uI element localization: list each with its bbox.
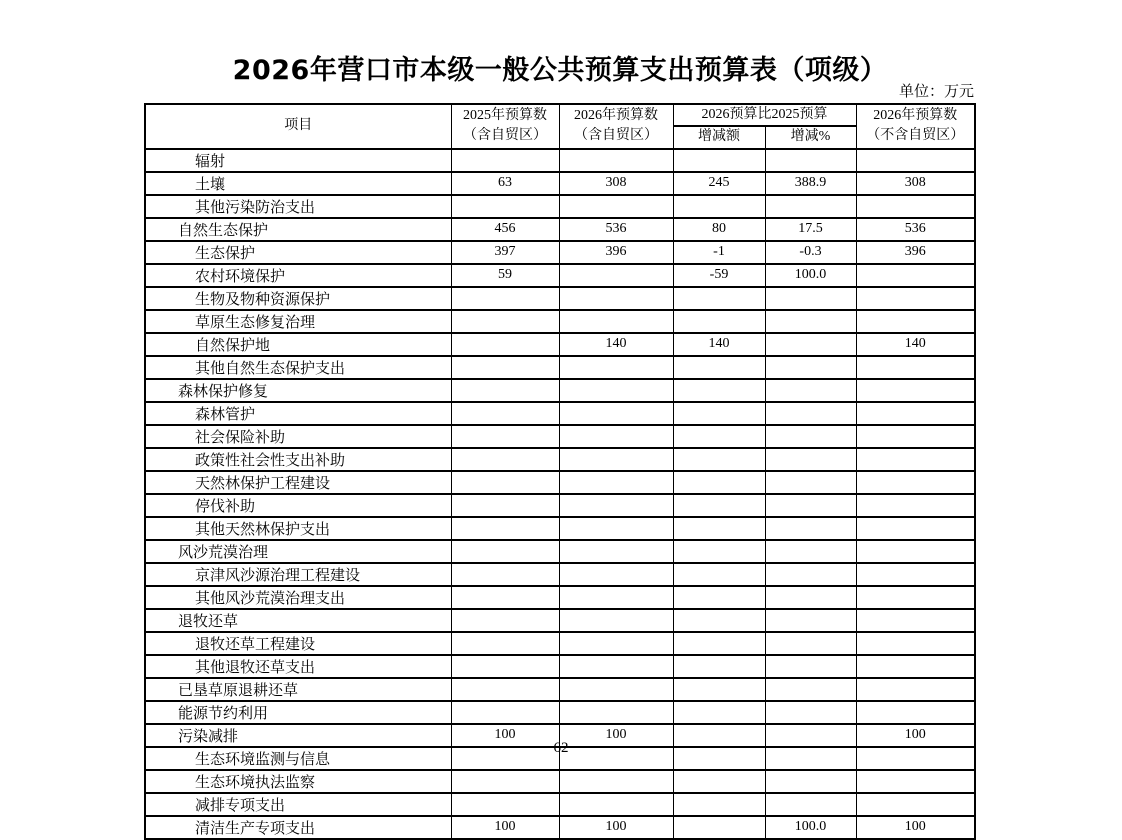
value-cell [856,195,975,218]
value-cell [856,287,975,310]
value-cell [673,379,765,402]
value-cell [559,195,673,218]
item-cell: 退牧还草 [145,609,451,632]
col-header-line: （含自贸区） [463,128,547,144]
value-cell [856,586,975,609]
value-cell [559,379,673,402]
item-cell: 其他污染防治支出 [145,195,451,218]
item-cell: 自然保护地 [145,333,451,356]
budget-table [144,103,976,840]
value-cell [856,701,975,724]
item-cell: 其他自然生态保护支出 [145,356,451,379]
table-row [145,701,975,724]
value-cell [856,494,975,517]
value-cell [559,632,673,655]
value-cell [765,402,856,425]
value-cell [856,448,975,471]
value-cell: 140 [559,333,673,356]
table-row [145,655,975,678]
table-row [145,586,975,609]
item-cell: 污染减排 [145,724,451,747]
value-cell [856,310,975,333]
value-cell [856,632,975,655]
value-cell [559,471,673,494]
value-cell [765,471,856,494]
table-row [145,471,975,494]
value-cell [559,448,673,471]
value-cell [765,586,856,609]
value-cell: 100 [559,724,673,747]
value-cell [559,517,673,540]
col-header-diff-amount: 增减额 [673,126,765,148]
value-cell [856,517,975,540]
value-cell [559,655,673,678]
table-row [145,287,975,310]
value-cell [451,494,559,517]
item-cell: 其他风沙荒漠治理支出 [145,586,451,609]
item-cell: 生态环境执法监察 [145,770,451,793]
table-row [145,402,975,425]
value-cell [559,770,673,793]
value-cell [559,310,673,333]
item-cell: 生态环境监测与信息 [145,747,451,770]
budget-table-body [145,149,975,839]
item-cell: 辐射 [145,149,451,172]
col-header-budget-2026-ex [856,104,975,149]
value-cell [765,333,856,356]
value-cell [451,356,559,379]
value-cell [765,287,856,310]
table-row [145,425,975,448]
value-cell [856,149,975,172]
item-cell: 土壤 [145,172,451,195]
table-row [145,195,975,218]
table-row [145,172,975,195]
value-cell [451,195,559,218]
value-cell [559,149,673,172]
col-header-line: （含自贸区） [574,128,658,144]
value-cell [765,149,856,172]
value-cell [451,770,559,793]
value-cell [559,264,673,287]
value-cell [856,793,975,816]
value-cell [559,402,673,425]
value-cell [856,563,975,586]
value-cell [765,563,856,586]
item-cell: 天然林保护工程建设 [145,471,451,494]
value-cell: 140 [673,333,765,356]
value-cell [856,471,975,494]
table-row [145,563,975,586]
value-cell: -0.3 [765,241,856,264]
value-cell: 63 [451,172,559,195]
value-cell [673,356,765,379]
item-cell: 生态保护 [145,241,451,264]
value-cell [673,793,765,816]
value-cell [673,609,765,632]
value-cell [559,793,673,816]
item-cell: 已垦草原退耕还草 [145,678,451,701]
value-cell: 397 [451,241,559,264]
value-cell [673,517,765,540]
table-row [145,310,975,333]
value-cell: 100.0 [765,816,856,839]
value-cell [856,356,975,379]
table-row [145,517,975,540]
value-cell [451,310,559,333]
value-cell [451,540,559,563]
value-cell [673,632,765,655]
col-header-diff-percent: 增减% [765,126,856,148]
value-cell [765,770,856,793]
item-cell: 停伐补助 [145,494,451,517]
value-cell [765,632,856,655]
table-row [145,241,975,264]
value-cell: 100 [559,816,673,839]
item-cell: 减排专项支出 [145,793,451,816]
value-cell [673,816,765,839]
value-cell [673,310,765,333]
value-cell: 536 [559,218,673,241]
value-cell: 396 [559,241,673,264]
col-header-line: 2025年预算数 [463,108,547,123]
value-cell: 245 [673,172,765,195]
value-cell [856,425,975,448]
table-row [145,540,975,563]
value-cell [559,494,673,517]
value-cell [673,287,765,310]
item-cell: 森林管护 [145,402,451,425]
value-cell [451,563,559,586]
value-cell [559,540,673,563]
item-cell: 生物及物种资源保护 [145,287,451,310]
value-cell [451,609,559,632]
value-cell [765,356,856,379]
table-row [145,793,975,816]
value-cell [673,770,765,793]
value-cell [673,678,765,701]
table-row [145,609,975,632]
value-cell [451,701,559,724]
value-cell: 456 [451,218,559,241]
col-header-budget-2026 [559,104,673,149]
value-cell: -59 [673,264,765,287]
value-cell: 100 [856,816,975,839]
value-cell [765,379,856,402]
table-row [145,218,975,241]
value-cell [559,701,673,724]
unit-label: 单位：万元 [898,84,974,100]
value-cell [765,494,856,517]
item-cell: 社会保险补助 [145,425,451,448]
value-cell [451,632,559,655]
value-cell [559,678,673,701]
item-cell: 风沙荒漠治理 [145,540,451,563]
col-header-line: 2026年预算数 [574,108,658,123]
value-cell [856,655,975,678]
value-cell [673,149,765,172]
value-cell: 100 [451,724,559,747]
value-cell [451,517,559,540]
value-cell [856,379,975,402]
value-cell [451,287,559,310]
value-cell: 536 [856,218,975,241]
value-cell [673,563,765,586]
table-row [145,770,975,793]
value-cell [765,448,856,471]
value-cell [765,540,856,563]
item-cell: 京津风沙源治理工程建设 [145,563,451,586]
table-row [145,264,975,287]
col-header-budget-2025 [451,104,559,149]
value-cell [559,586,673,609]
table-row [145,333,975,356]
value-cell [673,494,765,517]
value-cell [451,793,559,816]
value-cell [673,195,765,218]
item-cell: 其他天然林保护支出 [145,517,451,540]
value-cell [765,609,856,632]
value-cell: 396 [856,241,975,264]
value-cell: 100 [856,724,975,747]
item-cell: 能源节约利用 [145,701,451,724]
header-row-1 [145,104,975,126]
value-cell [765,195,856,218]
value-cell [451,333,559,356]
value-cell [559,356,673,379]
item-cell: 农村环境保护 [145,264,451,287]
table-row [145,448,975,471]
value-cell [451,471,559,494]
value-cell [673,701,765,724]
value-cell [559,609,673,632]
value-cell [673,425,765,448]
item-cell: 自然生态保护 [145,218,451,241]
value-cell [856,540,975,563]
table-row [145,494,975,517]
value-cell [673,448,765,471]
value-cell [765,701,856,724]
value-cell [856,678,975,701]
value-cell [765,310,856,333]
page-title: 2026年营口市本级一般公共预算支出预算表（项级） [232,55,888,86]
value-cell: -1 [673,241,765,264]
col-header-line: 2026年预算数 [873,108,958,123]
value-cell: 59 [451,264,559,287]
value-cell: 100 [451,816,559,839]
value-cell [856,770,975,793]
value-cell [765,793,856,816]
page-number: 62 [553,740,569,756]
value-cell [673,655,765,678]
value-cell [451,425,559,448]
value-cell [856,264,975,287]
item-cell: 森林保护修复 [145,379,451,402]
value-cell [559,563,673,586]
value-cell: 388.9 [765,172,856,195]
item-cell: 政策性社会性支出补助 [145,448,451,471]
value-cell [451,586,559,609]
value-cell: 100.0 [765,264,856,287]
value-cell [451,678,559,701]
value-cell: 17.5 [765,218,856,241]
value-cell [856,402,975,425]
value-cell [451,149,559,172]
table-row [145,149,975,172]
item-cell: 草原生态修复治理 [145,310,451,333]
value-cell [765,517,856,540]
table-row [145,816,975,839]
value-cell [765,655,856,678]
value-cell [559,425,673,448]
value-cell [856,609,975,632]
value-cell [673,586,765,609]
value-cell [451,448,559,471]
value-cell [765,678,856,701]
value-cell: 308 [559,172,673,195]
value-cell [559,287,673,310]
item-cell: 退牧还草工程建设 [145,632,451,655]
value-cell [673,471,765,494]
value-cell [451,379,559,402]
item-cell: 其他退牧还草支出 [145,655,451,678]
table-row [145,632,975,655]
col-header-item: 项目 [145,104,451,149]
table-row [145,379,975,402]
value-cell [765,425,856,448]
value-cell [451,402,559,425]
col-header-compare-group: 2026预算比2025预算 [673,104,856,126]
value-cell [451,655,559,678]
value-cell [673,540,765,563]
value-cell: 140 [856,333,975,356]
table-header [145,104,975,149]
value-cell [673,402,765,425]
table-row [145,356,975,379]
table-row [145,678,975,701]
value-cell: 308 [856,172,975,195]
col-header-line: （不含自贸区） [866,128,965,144]
value-cell: 80 [673,218,765,241]
item-cell: 清洁生产专项支出 [145,816,451,839]
